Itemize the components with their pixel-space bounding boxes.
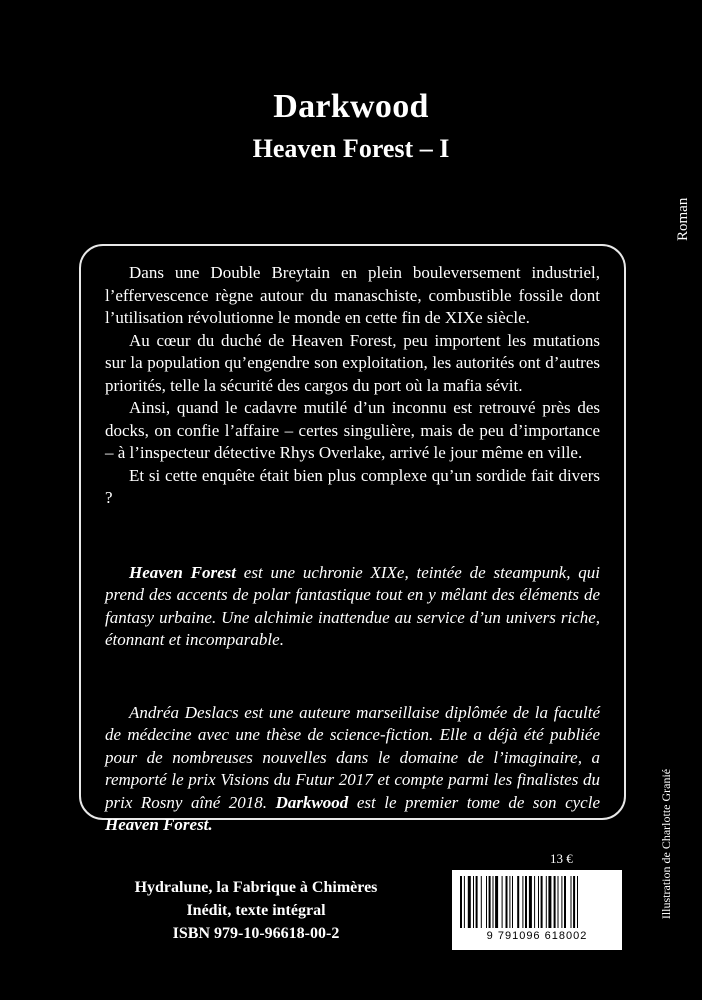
barcode-bar bbox=[464, 876, 465, 928]
barcode-bar bbox=[571, 876, 572, 928]
barcode-bar bbox=[558, 876, 559, 928]
barcode-bar bbox=[495, 876, 498, 928]
isbn: ISBN 979-10-96618-00-2 bbox=[172, 925, 340, 942]
barcode-bar bbox=[525, 876, 527, 928]
barcode-bar bbox=[573, 876, 575, 928]
synopsis-paragraph-4: Et si cette enquête était bien plus complexe qu’un sordide fait divers ? bbox=[105, 465, 600, 507]
genre-label: Roman bbox=[675, 197, 691, 241]
blurb-series-name: Heaven Forest bbox=[129, 562, 236, 582]
barcode-bar bbox=[529, 876, 532, 928]
barcode-bar bbox=[577, 876, 578, 928]
barcode-bar bbox=[548, 876, 551, 928]
series-blurb bbox=[105, 562, 600, 652]
barcode-bar bbox=[512, 876, 513, 928]
back-cover-text-panel bbox=[79, 244, 626, 834]
author-bio-series-name: Heaven Forest. bbox=[105, 815, 213, 834]
blurb-text: est une uchronie XIXe, teintée de steampunk, qui prend des accents de polar fantastique tout en y mêlant des éléments de fantasy urbaine. Une alchimie inattendue au service d’un univers riche, étonnant et incomparable. bbox=[105, 562, 601, 649]
barcode-bar bbox=[506, 876, 508, 928]
barcode-digits: 9 791096 618002 bbox=[486, 930, 588, 942]
barcode-bar bbox=[489, 876, 491, 928]
barcode-bar bbox=[493, 876, 494, 928]
barcode-bar bbox=[468, 876, 471, 928]
book-title: Darkwood bbox=[273, 88, 429, 125]
synopsis-paragraph-2: Au cœur du duché de Heaven Forest, peu importent les mutations sur la population qu’engendre son exploitation, les autorités ont d’autres priorités, telle la sécurité des cargos du port où la mafia sévit. bbox=[105, 330, 600, 395]
price-label: 13 € bbox=[550, 851, 573, 866]
barcode-bar bbox=[554, 876, 556, 928]
barcode-bars bbox=[460, 876, 614, 928]
barcode-bar bbox=[522, 876, 523, 928]
barcode-bar bbox=[486, 876, 487, 928]
series-subtitle: Heaven Forest – I bbox=[252, 134, 450, 163]
barcode-bar bbox=[517, 876, 519, 928]
synopsis-paragraph-3: Ainsi, quand le cadavre mutilé d’un inconnu est retrouvé près des docks, on confie l’affaire – certes singulière, mais de peu d’importance – à l’inspecteur détective Rhys Overlake, arrivé le jour même en ville. bbox=[105, 398, 600, 462]
barcode-bar bbox=[509, 876, 510, 928]
barcode-bar bbox=[476, 876, 478, 928]
publisher-name: Hydralune, la Fabrique à Chimères bbox=[134, 879, 378, 896]
edition-info: Inédit, texte intégral bbox=[186, 902, 326, 919]
barcode-bar bbox=[473, 876, 474, 928]
synopsis-paragraph-1: Dans une Double Breytain en plein bouleversement industriel, l’effervescence règne autour du manaschiste, combustible fossile dont l’utilisation révolutionne le monde en cette fin de XIXe siècle. bbox=[105, 263, 600, 327]
publisher-block bbox=[86, 876, 426, 945]
author-bio-text-2: est le premier tome de son cycle bbox=[348, 792, 600, 812]
barcode-bar bbox=[561, 876, 562, 928]
barcode-bar bbox=[502, 876, 503, 928]
barcode-bar bbox=[546, 876, 547, 928]
barcode-bar bbox=[460, 876, 462, 928]
barcode-bar bbox=[541, 876, 543, 928]
author-bio bbox=[105, 702, 600, 837]
barcode-bar bbox=[534, 876, 535, 928]
isbn-barcode bbox=[452, 870, 622, 950]
author-bio-text-1: Andréa Deslacs est une auteure marseillaise diplômée de la faculté de médecine avec une thèse de science-fiction. Elle a déjà été publiée pour de nombreuses nouvelles dans le domaine de l’imaginaire, a remporté le prix Visions du Futur 2017 et compte parmi les finalistes du prix Rosny aîné 2018. bbox=[105, 702, 600, 812]
author-bio-book-name: Darkwood bbox=[275, 792, 349, 812]
barcode-bar bbox=[564, 876, 566, 928]
barcode-bar bbox=[481, 876, 482, 928]
barcode-bar bbox=[538, 876, 539, 928]
illustration-credit: Illustration de Charlotte Granié bbox=[659, 768, 673, 920]
